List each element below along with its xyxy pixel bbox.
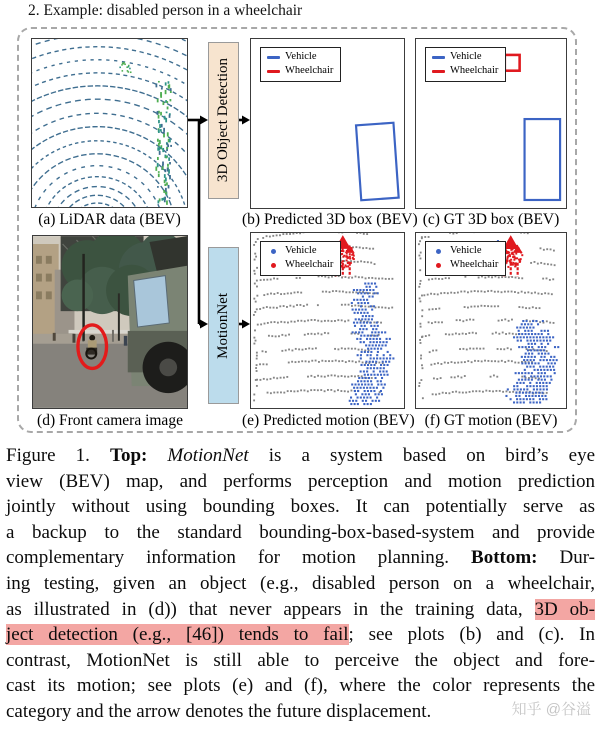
legend-row-vehicle <box>432 245 498 257</box>
motionnet-pipeline-box <box>208 247 239 404</box>
figure-frame <box>17 27 577 433</box>
panel-gt-motion <box>415 232 567 409</box>
caption-line: complementary information for motion planning. Bottom: Dur- <box>6 547 595 569</box>
detection-pipeline-box <box>208 42 239 199</box>
panel-lidar-bev <box>31 38 188 208</box>
caption-line: as illustrated in (d)) that never appears in the training data, 3D ob- <box>6 598 595 620</box>
wheelchair-dot-marker <box>271 263 276 268</box>
detection-pipeline-label: 3D Object Detection <box>215 58 231 183</box>
legend-row-vehicle <box>432 51 498 63</box>
panel-gt-3d-box <box>415 38 567 209</box>
panel-predicted-3d-box <box>250 38 405 209</box>
panel-caption-f: (f) GT motion (BEV) <box>424 412 558 429</box>
section-title: 2. Example: disabled person in a wheelchair <box>28 2 303 19</box>
caption-line: Figure 1. Top: MotionNet is a system based on bird’s eye <box>6 445 596 466</box>
legend-row-vehicle <box>267 51 333 63</box>
legend-vehicle-label: Vehicle <box>450 245 482 256</box>
caption-line: cast its motion; see plots (e) and (f), where the color represents the <box>6 675 595 697</box>
caption-line: a backup to the standard bounding-box-based-system and provide <box>6 521 595 543</box>
wheelchair-dot-marker <box>436 263 441 268</box>
legend-vehicle-label: Vehicle <box>285 51 317 62</box>
watermark: 知乎 @谷溢 <box>511 701 591 718</box>
caption-line: view (BEV) map, and performs perception and motion prediction <box>6 470 595 492</box>
caption-line: contrast, MotionNet is still able to perceive the object and fore- <box>6 649 595 671</box>
caption-line: category and the arrow denotes the future displacement. <box>6 700 432 722</box>
legend-row-vehicle <box>267 245 333 257</box>
legend <box>425 47 506 82</box>
panel-caption-d: (d) Front camera image <box>37 412 183 429</box>
front-camera-photo <box>33 236 187 408</box>
vehicle-line-marker <box>432 56 445 59</box>
legend-wheelchair-label: Wheelchair <box>450 259 499 270</box>
legend-wheelchair-label: Wheelchair <box>285 65 334 76</box>
wheelchair-line-marker <box>432 70 445 73</box>
lidar-plot-svg <box>32 39 187 207</box>
panel-caption-e: (e) Predicted motion (BEV) <box>242 412 415 429</box>
legend-vehicle-label: Vehicle <box>450 51 482 62</box>
vehicle-line-marker <box>267 56 280 59</box>
panel-caption-a: (a) LiDAR data (BEV) <box>38 211 181 228</box>
motionnet-pipeline-label: MotionNet <box>215 292 231 359</box>
legend-row-wheelchair <box>267 259 333 271</box>
legend-wheelchair-label: Wheelchair <box>450 65 499 76</box>
legend-vehicle-label: Vehicle <box>285 245 317 256</box>
panel-caption-b: (b) Predicted 3D box (BEV) <box>242 211 418 228</box>
vehicle-dot-marker <box>271 249 276 254</box>
panel-front-camera <box>32 235 188 409</box>
legend <box>260 241 341 276</box>
wheelchair-line-marker <box>267 70 280 73</box>
legend <box>425 241 506 276</box>
caption-line: ject detection (e.g., [46]) tends to fail; see plots (b) and (c). In <box>6 624 595 646</box>
legend-row-wheelchair <box>267 65 333 77</box>
panel-caption-c: (c) GT 3D box (BEV) <box>422 211 560 228</box>
panel-predicted-motion <box>250 232 405 409</box>
legend-wheelchair-label: Wheelchair <box>285 259 334 270</box>
caption-line: ing testing, given an object (e.g., disabled person on a wheelchair, <box>6 572 595 594</box>
figure-caption <box>6 443 595 725</box>
caption-line: jointly without using bounding boxes. It can potentially serve as <box>6 496 595 518</box>
legend-row-wheelchair <box>432 65 498 77</box>
legend <box>260 47 341 82</box>
vehicle-dot-marker <box>436 249 441 254</box>
legend-row-wheelchair <box>432 259 498 271</box>
